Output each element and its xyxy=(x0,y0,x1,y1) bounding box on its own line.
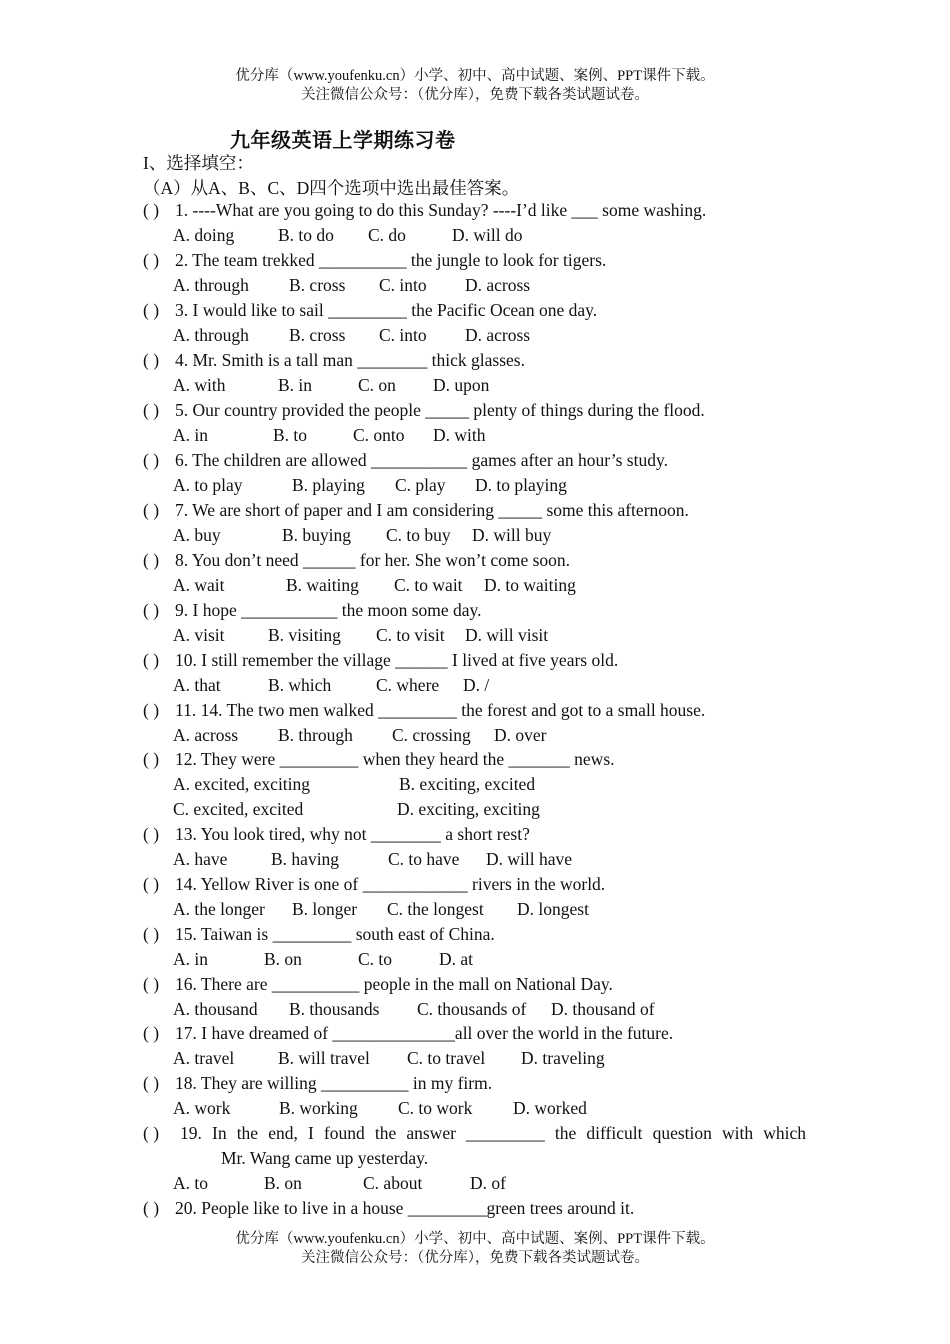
option-d: D. will do xyxy=(452,225,523,245)
option-d: D. with xyxy=(433,425,486,445)
question-text: 13. You look tired, why not ________ a short rest? xyxy=(175,824,530,844)
option-a: A. through xyxy=(173,275,249,295)
question-text: 20. People like to live in a house _________green trees around it. xyxy=(175,1198,635,1218)
option-a: A. work xyxy=(173,1098,231,1118)
option-d: D. will visit xyxy=(465,625,549,645)
question-text-continued: Mr. Wang came up yesterday. xyxy=(221,1148,429,1168)
question-text: 8. You don’t need ______ for her. She won’t come soon. xyxy=(175,550,571,570)
answer-blank: ( ) xyxy=(143,450,160,470)
option-a: A. doing xyxy=(173,225,235,245)
option-b: B. in xyxy=(278,375,313,395)
question-text: 5. Our country provided the people _____ plenty of things during the flood. xyxy=(175,400,705,420)
option-c: C. to visit xyxy=(376,625,445,645)
option-b: B. cross xyxy=(289,325,346,345)
option-d: D. will have xyxy=(486,849,573,869)
option-d: D. across xyxy=(465,325,531,345)
option-b: B. which xyxy=(268,675,332,695)
option-d: D. will buy xyxy=(472,525,552,545)
option-c: C. to wait xyxy=(394,575,463,595)
option-a: A. the longer xyxy=(173,899,265,919)
question-text: 14. Yellow River is one of ____________ rivers in the world. xyxy=(175,874,606,894)
option-a: A. that xyxy=(173,675,221,695)
question-4 xyxy=(143,350,525,371)
question-15 xyxy=(143,924,495,945)
option-a: A. travel xyxy=(173,1048,235,1068)
option-a: A. to xyxy=(173,1173,208,1193)
question-3 xyxy=(143,300,597,321)
option-b: B. on xyxy=(264,949,302,969)
question-17 xyxy=(143,1023,673,1044)
question-8 xyxy=(143,550,570,571)
option-a: A. in xyxy=(173,425,208,445)
footer-line-1: 优分库（www.youfenku.cn）小学、初中、高中试题、案例、PPT课件下载。 xyxy=(235,1231,715,1247)
question-text: 9. I hope ___________ the moon some day. xyxy=(175,600,482,620)
option-b: B. buying xyxy=(282,525,352,545)
question-18 xyxy=(143,1073,492,1094)
answer-blank: ( ) xyxy=(143,1198,160,1218)
option-b: B. playing xyxy=(292,475,365,495)
answer-blank: ( ) xyxy=(143,400,160,420)
option-a: A. thousand xyxy=(173,999,258,1019)
question-14 xyxy=(143,874,605,895)
question-10 xyxy=(143,650,618,671)
option-b: B. waiting xyxy=(286,575,359,595)
answer-blank: ( ) xyxy=(143,300,160,320)
answer-blank: ( ) xyxy=(143,1123,160,1143)
option-c: C. to have xyxy=(388,849,460,869)
question-16 xyxy=(143,974,613,995)
option-d: D. to waiting xyxy=(484,575,576,595)
question-text: 17. I have dreamed of ______________all over the world in the future. xyxy=(175,1023,674,1043)
option-b: B. through xyxy=(278,725,353,745)
question-text: 11. 14. The two men walked _________ the forest and got to a small house. xyxy=(175,700,706,720)
answer-blank: ( ) xyxy=(143,824,160,844)
question-text: 7. We are short of paper and I am considering _____ some this afternoon. xyxy=(175,500,689,520)
question-text: 3. I would like to sail _________ the Pacific Ocean one day. xyxy=(175,300,598,320)
option-a: A. in xyxy=(173,949,208,969)
option-c: C. to buy xyxy=(386,525,451,545)
option-d: D. / xyxy=(463,675,490,695)
option-c: C. about xyxy=(363,1173,423,1193)
question-text: 6. The children are allowed ___________ games after an hour’s study. xyxy=(175,450,668,470)
option-b: B. working xyxy=(279,1098,358,1118)
answer-blank: ( ) xyxy=(143,600,160,620)
option-c: C. do xyxy=(368,225,406,245)
section-heading: I、选择填空： xyxy=(143,153,254,173)
option-d: D. of xyxy=(470,1173,506,1193)
option-a: A. through xyxy=(173,325,249,345)
option-d: D. exciting, exciting xyxy=(397,799,540,819)
answer-blank: ( ) xyxy=(143,650,160,670)
option-c: C. where xyxy=(376,675,440,695)
option-b: B. cross xyxy=(289,275,346,295)
option-b: B. to do xyxy=(278,225,334,245)
answer-blank: ( ) xyxy=(143,1023,160,1043)
question-6 xyxy=(143,450,668,471)
option-d: D. at xyxy=(439,949,474,969)
option-b: B. thousands xyxy=(289,999,380,1019)
option-d: D. upon xyxy=(433,375,490,395)
answer-blank: ( ) xyxy=(143,500,160,520)
question-text: 1. ----What are you going to do this Sunday? ----I’d like ___ some washing. xyxy=(175,200,707,220)
option-a: A. across xyxy=(173,725,239,745)
option-b: B. longer xyxy=(292,899,358,919)
option-c: C. crossing xyxy=(392,725,471,745)
option-b: B. having xyxy=(271,849,340,869)
answer-blank: ( ) xyxy=(143,350,160,370)
question-text: 15. Taiwan is _________ south east of China. xyxy=(175,924,495,944)
answer-blank: ( ) xyxy=(143,1073,160,1093)
option-c: C. on xyxy=(358,375,396,395)
option-a: A. buy xyxy=(173,525,221,545)
question-12 xyxy=(143,749,615,770)
question-text: 4. Mr. Smith is a tall man ________ thick glasses. xyxy=(175,350,525,370)
option-b: B. on xyxy=(264,1173,302,1193)
option-b: B. exciting, excited xyxy=(399,774,536,794)
question-text: 10. I still remember the village ______ I lived at five years old. xyxy=(175,650,619,670)
subsection-instruction: （A）从A、B、C、D四个选项中选出最佳答案。 xyxy=(143,178,520,198)
option-c: C. to travel xyxy=(407,1048,486,1068)
option-c: C. into xyxy=(379,325,427,345)
question-5 xyxy=(143,400,705,421)
answer-blank: ( ) xyxy=(143,749,160,769)
option-c: C. into xyxy=(379,275,427,295)
option-b: B. will travel xyxy=(278,1048,370,1068)
answer-blank: ( ) xyxy=(143,874,160,894)
option-c: C. the longest xyxy=(387,899,484,919)
option-b: B. visiting xyxy=(268,625,341,645)
answer-blank: ( ) xyxy=(143,250,160,270)
question-text: 18. They are willing __________ in my firm. xyxy=(175,1073,493,1093)
header-line-2: 关注微信公众号：（优分库），免费下载各类试题试卷。 xyxy=(301,87,649,103)
answer-blank: ( ) xyxy=(143,974,160,994)
page-title: 九年级英语上学期练习卷 xyxy=(230,128,456,152)
answer-blank: ( ) xyxy=(143,924,160,944)
question-20 xyxy=(143,1198,634,1219)
option-a: A. visit xyxy=(173,625,225,645)
question-19 xyxy=(143,1123,806,1144)
header-line-1: 优分库（www.youfenku.cn）小学、初中、高中试题、案例、PPT课件下载。 xyxy=(235,68,715,84)
question-7 xyxy=(143,500,689,521)
option-c: C. play xyxy=(395,475,446,495)
option-b: B. to xyxy=(273,425,308,445)
option-c: C. to work xyxy=(398,1098,473,1118)
option-a: A. have xyxy=(173,849,228,869)
option-d: D. over xyxy=(494,725,547,745)
question-9 xyxy=(143,600,482,621)
question-13 xyxy=(143,824,530,845)
question-text: 16. There are __________ people in the mall on National Day. xyxy=(175,974,613,994)
question-text: 2. The team trekked __________ the jungle to look for tigers. xyxy=(175,250,607,270)
option-d: D. longest xyxy=(517,899,589,919)
option-c: C. to xyxy=(358,949,393,969)
option-c: C. onto xyxy=(353,425,405,445)
option-d: D. worked xyxy=(513,1098,587,1118)
option-a: A. wait xyxy=(173,575,225,595)
question-text: 19. In the end, I found the answer _________ the difficult question with which xyxy=(180,1123,806,1143)
footer-line-2: 关注微信公众号：（优分库），免费下载各类试题试卷。 xyxy=(301,1250,649,1266)
option-a: A. with xyxy=(173,375,226,395)
question-2 xyxy=(143,250,606,271)
option-a: A. to play xyxy=(173,475,243,495)
option-d: D. traveling xyxy=(521,1048,605,1068)
question-text: 12. They were _________ when they heard the _______ news. xyxy=(175,749,615,769)
option-c: C. thousands of xyxy=(417,999,527,1019)
question-11 xyxy=(143,700,705,721)
option-d: D. to playing xyxy=(475,475,567,495)
option-a: A. excited, exciting xyxy=(173,774,311,794)
question-1 xyxy=(143,200,706,221)
option-d: D. thousand of xyxy=(551,999,655,1019)
answer-blank: ( ) xyxy=(143,700,160,720)
option-c: C. excited, excited xyxy=(173,799,304,819)
answer-blank: ( ) xyxy=(143,200,160,220)
option-d: D. across xyxy=(465,275,531,295)
answer-blank: ( ) xyxy=(143,550,160,570)
